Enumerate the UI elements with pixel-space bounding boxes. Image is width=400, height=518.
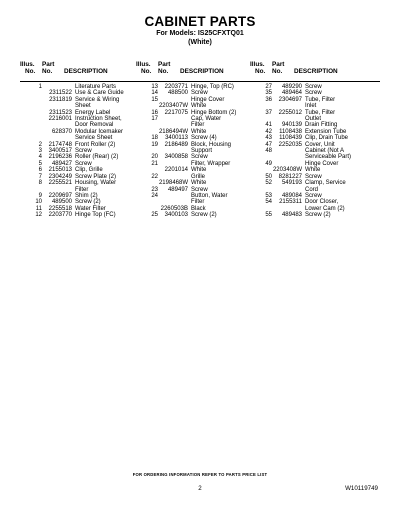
illus-number: 19	[151, 141, 158, 148]
part-description: Cover, Unit	[305, 141, 335, 148]
page-title: CABINET PARTS	[144, 14, 256, 29]
header-rule	[136, 81, 254, 82]
part-number: 1108438	[279, 128, 302, 135]
part-description: Support	[191, 148, 213, 155]
illus-header: Illus.	[20, 61, 35, 68]
part-number: 2186489	[164, 141, 188, 148]
part-number: 489497	[167, 186, 188, 193]
illus-number: 27	[265, 84, 272, 90]
part-description: Instruction Sheet,	[75, 116, 122, 123]
part-header: Part	[42, 61, 55, 68]
part-number: 489483	[281, 212, 302, 219]
part-number: 3400103	[164, 212, 188, 219]
part-description: Hinge Bottom (2)	[191, 109, 237, 116]
part-no-header: No.	[42, 68, 53, 75]
part-row	[136, 212, 254, 218]
part-description: Hinge Cover	[191, 96, 225, 103]
part-description: Door Removal	[75, 122, 114, 129]
illus-number: 16	[151, 109, 158, 116]
part-description: Clip, Grille	[75, 167, 103, 174]
part-number: 2311819	[49, 96, 72, 103]
part-description: Door Closer,	[305, 199, 339, 206]
part-description: Front Roller (2)	[75, 141, 116, 148]
part-description: Hinge Cover	[305, 160, 339, 167]
ordering-note: FOR ORDERING INFORMATION REFER TO PARTS PRICE LIST	[132, 472, 268, 477]
illus-no-header: No.	[25, 68, 36, 75]
illus-number: 11	[35, 205, 42, 212]
part-description: Outlet	[305, 116, 322, 123]
illus-number: 36	[265, 96, 272, 103]
part-description: Screw	[191, 90, 208, 97]
part-description: Energy Label	[75, 109, 111, 116]
illus-number: 37	[265, 109, 272, 116]
part-number: 628370	[51, 128, 72, 135]
part-number: 2216001	[48, 116, 72, 123]
part-description: Screw	[75, 148, 92, 155]
part-number: 489290	[281, 84, 302, 90]
part-number: 549193	[281, 180, 302, 187]
illus-number: 52	[265, 180, 272, 187]
illus-number: 42	[265, 128, 272, 135]
header-rule	[20, 81, 138, 82]
part-description: Screw (4)	[191, 135, 217, 142]
part-number: 2304697	[278, 96, 302, 103]
part-description: Filter	[75, 186, 89, 193]
illus-number: 3	[38, 148, 42, 155]
part-description: White	[191, 128, 207, 135]
part-description: Filter	[191, 122, 205, 129]
part-number: 488500	[167, 90, 188, 97]
part-number: 2304249	[48, 173, 72, 180]
illus-number: 8	[38, 180, 42, 187]
part-description: Sheet	[75, 103, 91, 110]
part-row	[20, 212, 138, 218]
part-number: 2217075	[164, 109, 188, 116]
parts-column-2	[136, 61, 254, 219]
part-number: 2255518	[48, 205, 72, 212]
part-description: Extension Tube	[305, 128, 347, 135]
part-no-header: No.	[272, 68, 283, 75]
part-number: 2201014	[164, 167, 188, 174]
part-description: Tube, Filter	[305, 109, 336, 116]
illus-number: 6	[38, 167, 42, 174]
part-no-header: No.	[158, 68, 169, 75]
part-number: 2203407W	[158, 103, 188, 110]
part-description: Modular Icemaker	[75, 128, 124, 135]
part-description: Block, Housing	[191, 141, 232, 148]
part-description: Screw (2)	[305, 212, 331, 219]
part-number: 8281227	[278, 173, 302, 180]
illus-number: 23	[151, 186, 158, 193]
part-number: 2203770	[48, 212, 72, 219]
page-number: 2	[198, 485, 202, 492]
illus-number: 49	[265, 160, 272, 167]
part-number: 2155013	[48, 167, 72, 174]
part-description: Screw (2)	[191, 212, 217, 219]
part-description: Cabinet (Not A	[305, 148, 345, 155]
part-row	[250, 212, 380, 218]
part-number: 1108439	[279, 135, 302, 142]
part-number: 2203771	[164, 84, 188, 90]
part-description: Lower Cam (2)	[305, 205, 345, 212]
header-rule	[250, 81, 380, 82]
part-description: Screw	[305, 84, 322, 90]
part-description: Cord	[305, 186, 319, 193]
part-description: Filter, Wrapper	[191, 160, 231, 167]
part-number: 940139	[281, 122, 302, 129]
illus-number: 35	[265, 90, 272, 97]
illus-number: 41	[265, 122, 272, 129]
part-number: 2155311	[279, 199, 302, 206]
part-description: White	[191, 180, 207, 187]
part-number: 2311522	[49, 90, 72, 97]
part-number: 2174748	[48, 141, 72, 148]
part-number: 489084	[281, 192, 302, 199]
illus-number: 12	[35, 212, 42, 219]
illus-number: 15	[151, 96, 158, 103]
part-description: Service Sheet	[75, 135, 113, 142]
part-description: Screw	[191, 186, 208, 193]
part-description: Water Filter	[75, 205, 106, 212]
illus-number: 5	[38, 160, 42, 167]
description-header: DESCRIPTION	[294, 68, 338, 75]
part-number: 2252035	[278, 141, 302, 148]
part-description: Clip, Drain Tube	[305, 135, 349, 142]
part-description: White	[305, 167, 321, 174]
part-description: Screw	[305, 173, 322, 180]
illus-number: 48	[265, 148, 272, 155]
part-number: 2203408W	[272, 167, 302, 174]
part-description: Shim (2)	[75, 192, 98, 199]
part-description: Service & Wiring	[75, 96, 120, 103]
part-number: 3400517	[48, 148, 72, 155]
illus-number: 43	[265, 135, 272, 142]
description-header: DESCRIPTION	[180, 68, 224, 75]
part-number: 2196236	[48, 154, 72, 161]
part-number: 2255521	[48, 180, 72, 187]
color-line: (White)	[188, 39, 212, 46]
illus-no-header: No.	[255, 68, 266, 75]
part-description: White	[191, 167, 207, 174]
part-description: Roller (Rear) (2)	[75, 154, 119, 161]
part-number: 3400113	[165, 135, 188, 142]
part-description: Screw	[305, 90, 322, 97]
part-number: 2255012	[278, 109, 302, 116]
part-description: Tube, Filter	[305, 96, 336, 103]
part-description: Grille	[191, 173, 206, 180]
illus-number: 17	[151, 116, 158, 123]
illus-number: 50	[265, 173, 272, 180]
part-header: Part	[272, 61, 285, 68]
part-description: Screw	[305, 192, 322, 199]
part-description: White	[191, 103, 207, 110]
illus-number: 21	[151, 160, 158, 167]
part-description: Housing, Water	[75, 180, 117, 187]
illus-number: 55	[265, 212, 272, 219]
models-line: For Models: IS25CFXTQ01	[156, 30, 244, 37]
parts-column-1	[20, 61, 138, 219]
part-description: Screw Plate (2)	[75, 173, 117, 180]
illus-number: 2	[38, 141, 42, 148]
illus-number: 53	[265, 192, 272, 199]
illus-number: 10	[35, 199, 42, 206]
illus-header: Illus.	[136, 61, 151, 68]
part-number: 489427	[51, 160, 72, 167]
part-description: Use & Care Guide	[75, 90, 124, 97]
part-number: 489500	[51, 199, 72, 206]
illus-number: 18	[151, 135, 158, 142]
part-description: Hinge Top (FC)	[75, 212, 116, 219]
part-header: Part	[158, 61, 171, 68]
illus-number: 7	[38, 173, 42, 180]
column-header	[250, 61, 380, 81]
part-description: Black	[191, 205, 206, 212]
part-description: Hinge, Top (RC)	[191, 84, 234, 90]
part-description: Screw	[191, 154, 208, 161]
illus-no-header: No.	[141, 68, 152, 75]
parts-column-3	[250, 61, 380, 219]
illus-number: 1	[38, 84, 42, 90]
part-description: Serviceable Part)	[305, 154, 352, 161]
part-description: Cap, Water	[191, 116, 222, 123]
part-number: 2311523	[49, 109, 72, 116]
column-header	[136, 61, 254, 81]
part-number: 2198468W	[158, 180, 188, 187]
part-number: 2186494W	[158, 128, 188, 135]
illus-number: 4	[38, 154, 42, 161]
part-description: Literature Parts	[75, 84, 117, 90]
part-number: 3400858	[164, 154, 188, 161]
illus-number: 14	[151, 90, 158, 97]
part-description: Drain Fitting	[305, 122, 338, 129]
illus-number: 54	[265, 199, 272, 206]
illus-number: 9	[38, 192, 42, 199]
description-header: DESCRIPTION	[64, 68, 108, 75]
part-description: Clamp, Service	[305, 180, 346, 187]
part-number: 489464	[281, 90, 302, 97]
part-description: Inlet	[305, 103, 317, 110]
illus-number: 25	[151, 212, 158, 219]
part-number: 2260503B	[160, 205, 188, 212]
part-description: Button, Water	[191, 192, 228, 199]
illus-number: 24	[151, 192, 158, 199]
part-number: 2209697	[48, 192, 72, 199]
illus-number: 22	[151, 173, 158, 180]
part-description: Screw (2)	[75, 199, 101, 206]
illus-number: 13	[151, 84, 158, 90]
illus-header: Illus.	[250, 61, 265, 68]
document-number: W10119749	[345, 485, 378, 492]
illus-number: 20	[151, 154, 158, 161]
column-header	[20, 61, 138, 81]
part-description: Filter	[191, 199, 205, 206]
part-description: Screw	[75, 160, 92, 167]
illus-number: 47	[265, 141, 272, 148]
